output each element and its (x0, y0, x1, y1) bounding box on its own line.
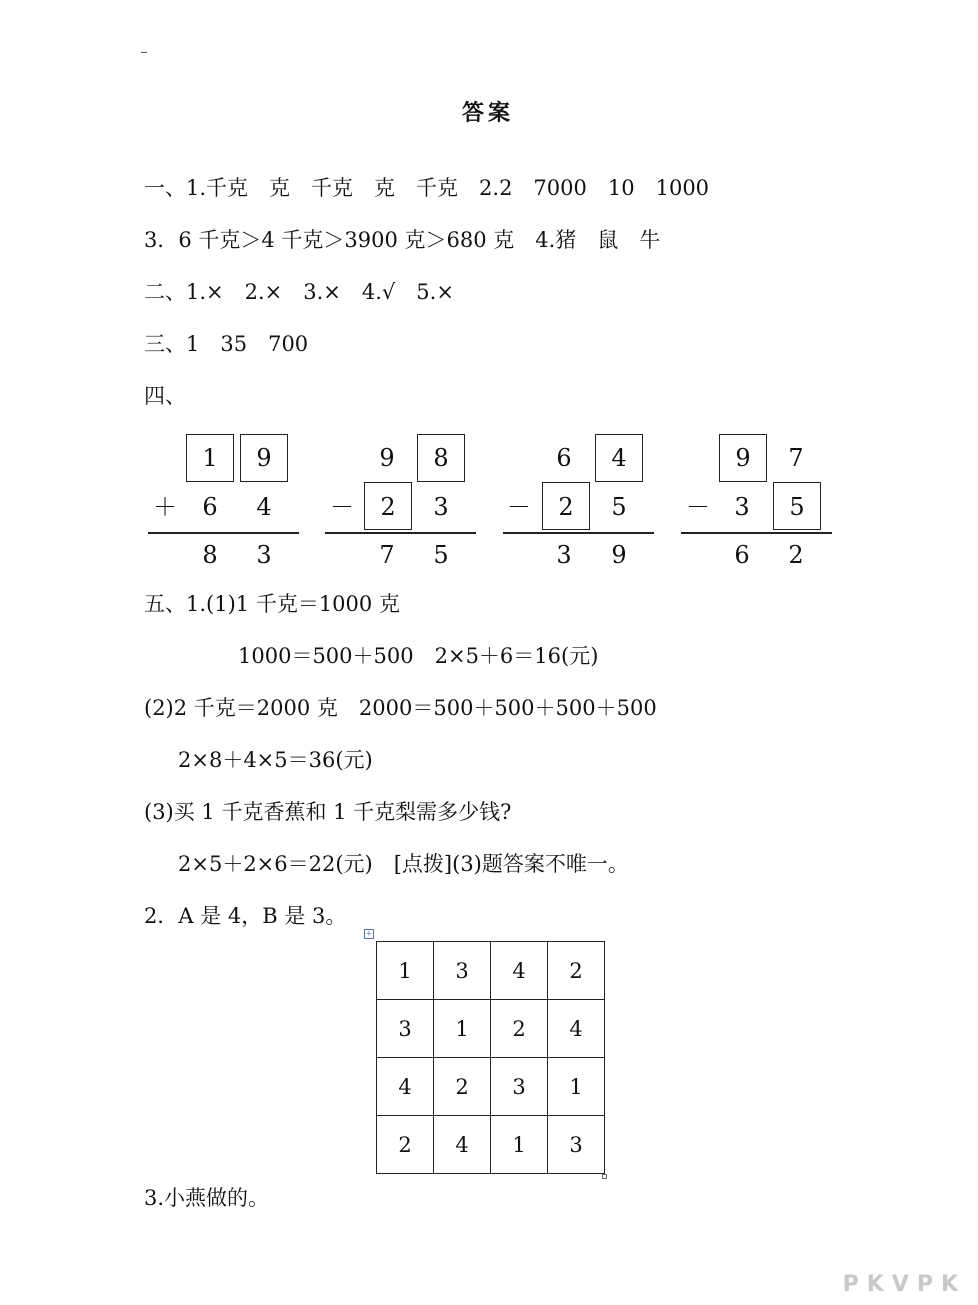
latin-square-table (376, 941, 605, 1174)
digit: 8 (433, 444, 449, 472)
table-resize-handle[interactable] (602, 1174, 607, 1179)
table-cell: 4 (491, 942, 548, 1000)
answer-section-2: 二、1.× 2.× 3.× 4.√ 5.× (144, 280, 454, 304)
page-title: 答案 (462, 100, 515, 126)
table-cell: 3 (434, 942, 491, 1000)
watermark-logo: PKVPK (842, 1272, 966, 1297)
table-cell: 2 (377, 1116, 434, 1174)
table-cell: 2 (548, 942, 605, 1000)
digit: 2 (380, 493, 396, 521)
table-cell: 1 (491, 1116, 548, 1174)
answer-section-5-line-3: (2)2 千克＝2000 克 2000＝500＋500＋500＋500 (144, 696, 657, 720)
digit: 8 (202, 541, 218, 569)
digit: 2 (558, 493, 574, 521)
digit: 3 (556, 541, 572, 569)
table-cell: 2 (434, 1058, 491, 1116)
digit: 6 (556, 444, 572, 472)
table-cell: 3 (548, 1116, 605, 1174)
operator: ＋ (153, 493, 177, 521)
digit: 6 (734, 541, 750, 569)
digit: 7 (379, 541, 395, 569)
digit: 6 (202, 493, 218, 521)
table-cell: 3 (491, 1058, 548, 1116)
table-move-handle-icon[interactable]: + (365, 929, 373, 938)
digit: 9 (379, 444, 395, 472)
digit: 7 (788, 444, 804, 472)
answer-section-5-line-2: 1000＝500＋500 2×5＋6＝16(元) (238, 644, 599, 668)
answer-section-1-line-1: 一、1.千克 克 千克 克 千克 2.2 7000 10 1000 (144, 176, 710, 200)
answer-section-4-label: 四、 (144, 384, 186, 408)
table-cell: 4 (434, 1116, 491, 1174)
answer-section-5-line-7: 2．A 是 4，B 是 3。 (144, 904, 347, 928)
difference-line (325, 532, 476, 534)
table-cell: 1 (548, 1058, 605, 1116)
digit: 3 (734, 493, 750, 521)
header-mark (141, 52, 147, 53)
digit: 4 (611, 444, 627, 472)
answer-section-5-line-1: 五、1.(1)1 千克＝1000 克 (144, 592, 400, 616)
table-cell: 4 (377, 1058, 434, 1116)
digit: 9 (611, 541, 627, 569)
digit: 5 (611, 493, 627, 521)
operator: － (686, 493, 710, 521)
table-row (377, 1000, 605, 1058)
answer-section-3: 三、1 35 700 (144, 332, 309, 356)
answer-section-5-line-8: 3.小燕做的。 (144, 1186, 270, 1210)
answer-section-5-line-5: (3)买 1 千克香蕉和 1 千克梨需多少钱? (144, 800, 512, 824)
digit: 9 (256, 444, 272, 472)
table-row (377, 1058, 605, 1116)
sum-line (148, 532, 299, 534)
table-row (377, 1116, 605, 1174)
difference-line (681, 532, 832, 534)
table-cell: 3 (377, 1000, 434, 1058)
table-cell: 2 (491, 1000, 548, 1058)
answer-section-5-line-6: 2×5＋2×6＝22(元) [点拨](3)题答案不唯一。 (178, 852, 629, 876)
difference-line (503, 532, 654, 534)
table-cell: 4 (548, 1000, 605, 1058)
digit: 3 (433, 493, 449, 521)
digit: 5 (789, 493, 805, 521)
operator: － (330, 493, 354, 521)
digit: 2 (788, 541, 804, 569)
table-cell: 1 (377, 942, 434, 1000)
answer-section-5-line-4: 2×8＋4×5＝36(元) (178, 748, 373, 772)
operator: － (507, 493, 531, 521)
digit: 4 (256, 493, 272, 521)
digit: 9 (735, 444, 751, 472)
table-cell: 1 (434, 1000, 491, 1058)
digit: 3 (256, 541, 272, 569)
digit: 1 (202, 444, 218, 472)
digit: 5 (433, 541, 449, 569)
table-row (377, 942, 605, 1000)
answer-section-1-line-2: 3．6 千克＞4 千克＞3900 克＞680 克 4.猪 鼠 牛 (144, 228, 661, 252)
